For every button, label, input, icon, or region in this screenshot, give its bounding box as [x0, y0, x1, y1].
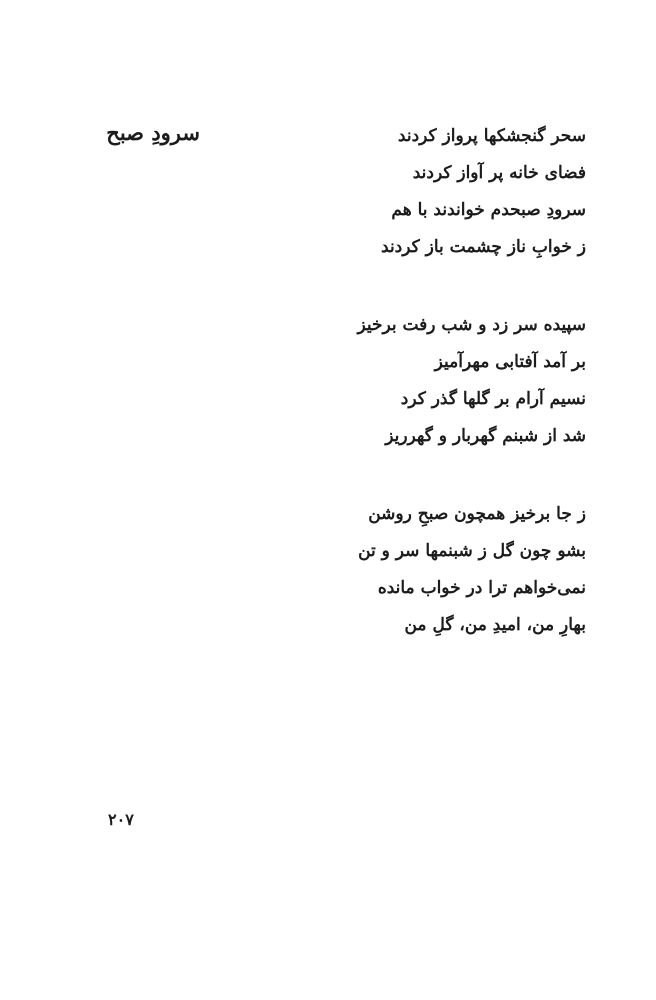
poem-body: [326, 118, 586, 685]
stanza-3: [326, 496, 586, 644]
verse-line: نمی‌خواهم ترا در خواب مانده: [377, 578, 586, 598]
stanza-1: [326, 118, 586, 266]
verse-line: سرودِ صبحدم خواندند با هم: [391, 200, 586, 220]
verse-line: بهارِ من، امیدِ من، گلِ من: [404, 615, 586, 635]
verse-line: بشو چون گل ز شبنمها سر و تن: [358, 541, 586, 561]
verse-line: ز جا برخیز همچون صبحِ روشن: [368, 504, 586, 524]
verse-line: شد از شبنم گهربار و گهرریز: [385, 426, 586, 446]
poem-title: سرودِ صبح: [106, 120, 200, 145]
verse-line: نسیم آرام بر گلها گذر کرد: [400, 389, 586, 409]
verse-line: سحر گنجشکها پرواز کردند: [397, 126, 586, 146]
verse-line: فضای خانه پر آواز کردند: [412, 163, 586, 183]
stanza-2: [326, 307, 586, 455]
page-number: ۲۰۷: [108, 810, 134, 829]
verse-line: بر آمد آفتابی مهرآمیز: [434, 352, 586, 372]
verse-line: ز خوابِ ناز چشمت باز کردند: [381, 237, 586, 257]
verse-line: سپیده سر زد و شب رفت برخیز: [357, 315, 586, 335]
